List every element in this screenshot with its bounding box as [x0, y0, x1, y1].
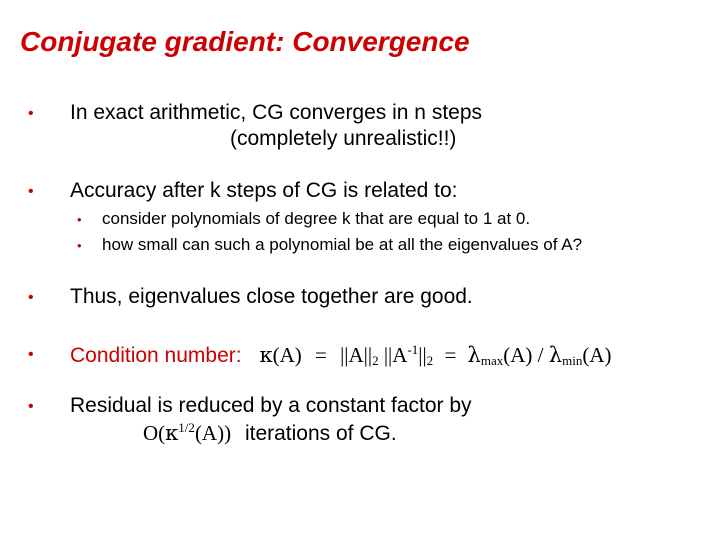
norm-subscript: 2 — [426, 353, 434, 368]
norm-a-inverse: ||A — [383, 343, 408, 367]
bullet-marker: • — [28, 183, 34, 200]
inverse-superscript: -1 — [407, 342, 419, 357]
iterations-text: iterations of CG. — [244, 422, 397, 445]
sub-bullet-polynomials: consider polynomials of degree k that are equal to 1 at 0. — [102, 209, 531, 228]
division-slash: / — [537, 343, 544, 367]
big-o-open: O( — [143, 421, 166, 445]
condition-number-line — [70, 342, 611, 369]
lambda-symbol: λ — [467, 343, 481, 367]
formula-arg: (A) — [582, 343, 612, 367]
slide-title: Conjugate gradient: Convergence — [20, 26, 470, 57]
kappa-symbol: κ — [165, 421, 179, 445]
eigenvalues-good-text: Thus, eigenvalues close together are good. — [70, 285, 473, 308]
condition-number-label: Condition number: — [70, 344, 242, 367]
lambda-symbol: λ — [548, 343, 563, 367]
formula-arg: (A) — [272, 343, 302, 367]
big-o-expression — [143, 421, 231, 445]
equals-sign: = — [444, 343, 457, 367]
bullet-marker: • — [28, 105, 34, 122]
residual-iterations-line — [143, 420, 397, 446]
unrealistic-note: (completely unrealistic!!) — [230, 127, 457, 150]
sub-bullet-marker: • — [77, 212, 82, 227]
bullet-marker: • — [28, 398, 34, 415]
sub-bullet-eigenvalues: how small can such a polynomial be at all the eigenvalues of A? — [102, 235, 583, 254]
residual-text: Residual is reduced by a constant factor by — [70, 394, 472, 417]
norm-subscript: 2 — [372, 353, 379, 368]
norm-a: ||A|| — [340, 343, 373, 367]
half-exponent: 1/2 — [178, 420, 195, 435]
exact-arithmetic-text: In exact arithmetic, CG converges in n steps — [70, 101, 483, 124]
bullet-marker: • — [28, 289, 34, 306]
equals-sign: = — [314, 343, 327, 367]
sub-bullet-marker: • — [77, 238, 82, 253]
formula-arg: (A) — [503, 343, 533, 367]
min-subscript: min — [562, 353, 583, 368]
max-subscript: max — [480, 353, 504, 368]
accuracy-text: Accuracy after k steps of CG is related to: — [70, 179, 458, 202]
formula-arg: (A)) — [194, 421, 232, 445]
condition-number-formula — [259, 343, 611, 367]
norm-bar: || — [418, 343, 427, 367]
bullet-marker: • — [28, 346, 34, 363]
kappa-symbol: κ — [259, 343, 273, 367]
